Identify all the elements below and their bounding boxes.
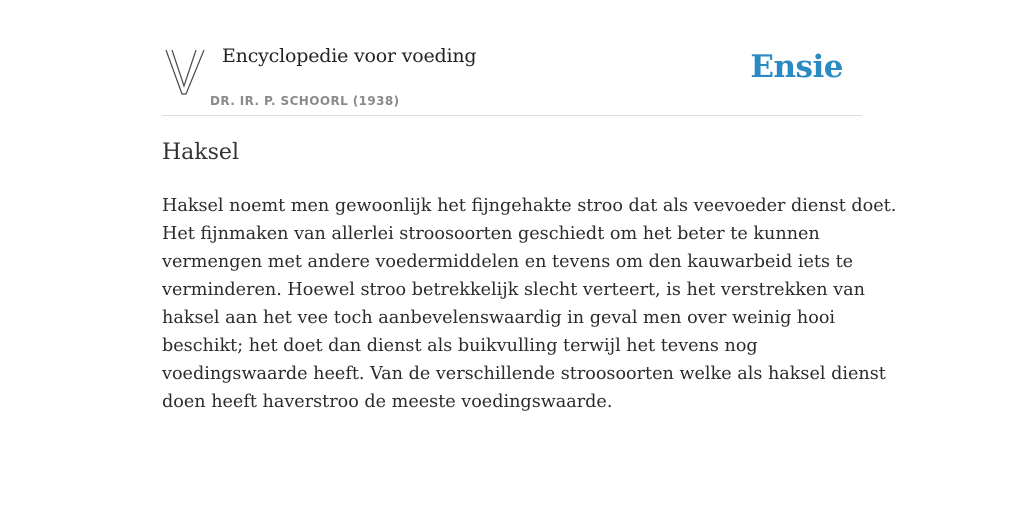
entry-body-line: Haksel noemt men gewoonlijk het fijngehakte stroo dat als veevoeder dienst doet. (162, 196, 897, 216)
entry-body (162, 192, 897, 416)
v-logo-icon[interactable] (164, 48, 208, 96)
header (162, 40, 862, 116)
entry-body-line: Het fijnmaken van allerlei stroosoorten geschiedt om het beter te kunnen (162, 224, 820, 244)
entry-body-line: vermengen met andere voedermiddelen en tevens om den kauwarbeid iets te (162, 252, 854, 272)
brand-logo-link[interactable]: Ensie (750, 49, 843, 85)
book-author: DR. IR. P. SCHOORL (1938) (210, 94, 400, 108)
book-title[interactable]: Encyclopedie voor voeding (222, 45, 477, 67)
entry-body-line: verminderen. Hoewel stroo betrekkelijk slecht verteert, is het verstrekken van (162, 280, 865, 300)
entry-body-line: voedingswaarde heeft. Van de verschillende stroosoorten welke als haksel dienst (162, 364, 886, 384)
entry-body-line: beschikt; het doet dan dienst als buikvulling terwijl het tevens nog (162, 336, 758, 356)
entry-body-line: doen heeft haverstroo de meeste voedingswaarde. (162, 392, 613, 412)
entry-body-line: haksel aan het vee toch aanbevelenswaardig in geval men over weinig hooi (162, 308, 836, 328)
entry-title: Haksel (162, 140, 239, 165)
